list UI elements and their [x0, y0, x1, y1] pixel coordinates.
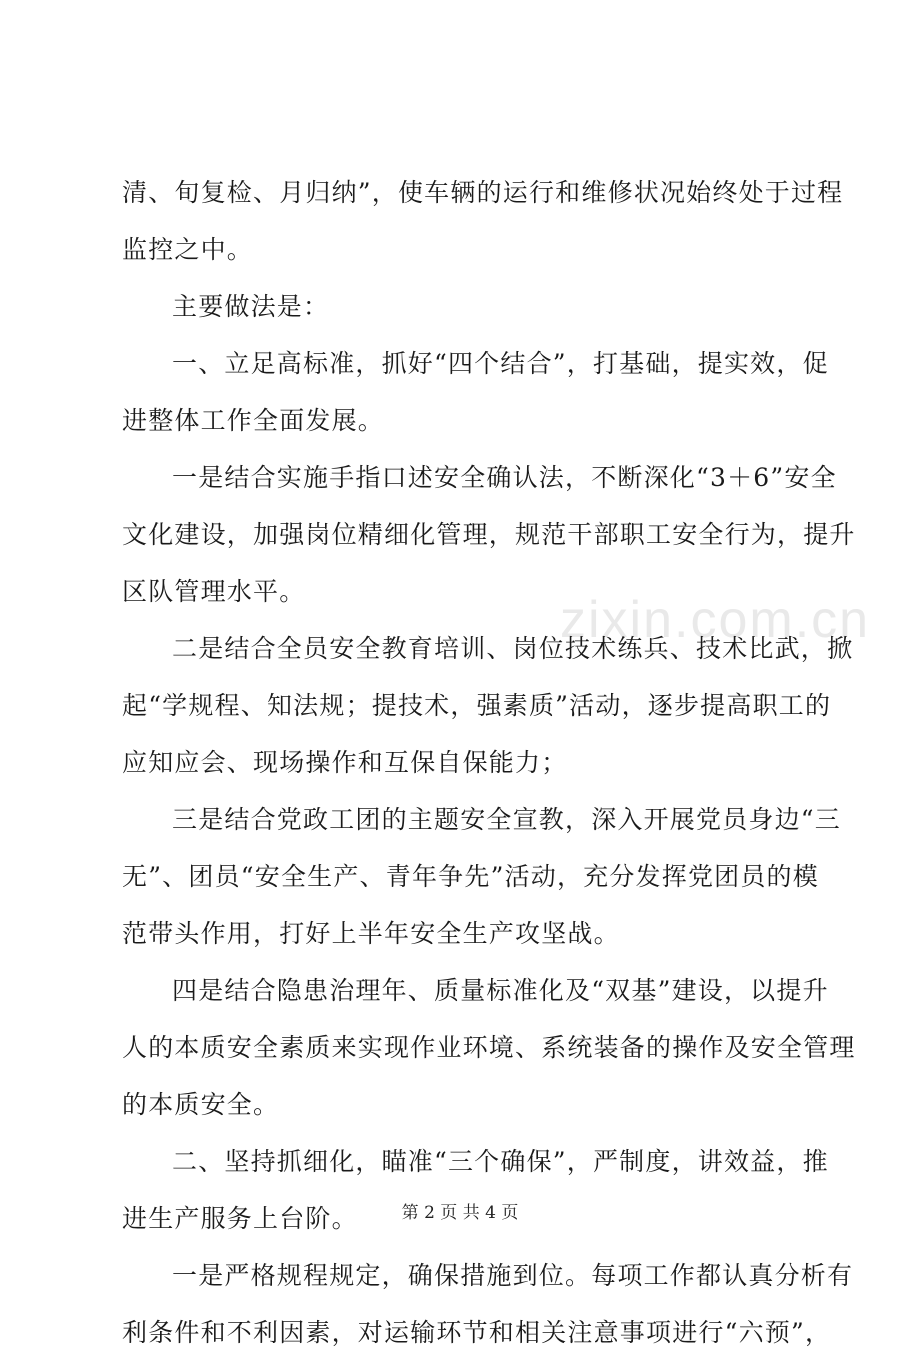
text-line: 的本质安全。	[122, 1090, 280, 1119]
text-line: 进整体工作全面发展。	[122, 406, 385, 435]
text-line: 无”、团员“安全生产、青年争先”活动，充分发挥党团员的模	[122, 862, 819, 891]
text-line: 范带头作用，打好上半年安全生产攻坚战。	[122, 919, 620, 948]
watermark: zixin.com.cn	[560, 591, 871, 649]
text-line: 文化建设，加强岗位精细化管理，规范干部职工安全行为，提升	[122, 520, 856, 549]
text-line: 二、坚持抓细化，瞄准“三个确保”，严制度，讲效益，推	[172, 1147, 829, 1176]
text-line: 进生产服务上台阶。	[122, 1204, 358, 1233]
text-line: 二是结合全员安全教育培训、岗位技术练兵、技术比武，掀	[172, 634, 854, 663]
text-line: 一是结合实施手指口述安全确认法，不断深化“3＋6”安全	[172, 463, 837, 492]
text-line: 应知应会、现场操作和互保自保能力；	[122, 748, 568, 777]
page-footer: 第 2 页 共 4 页	[401, 1203, 519, 1223]
text-line: 人的本质安全素质来实现作业环境、系统装备的操作及安全管理	[122, 1033, 856, 1062]
text-line: 监控之中。	[122, 235, 254, 264]
text-line: 四是结合隐患治理年、质量标准化及“双基”建设，以提升	[172, 976, 829, 1005]
text-line: 起“学规程、知法规；提技术，强素质”活动，逐步提高职工的	[122, 691, 832, 720]
text-line: 主要做法是：	[172, 292, 330, 321]
text-line: 清、旬复检、月归纳”，使车辆的运行和维修状况始终处于过程	[122, 178, 844, 207]
text-line: 三是结合党政工团的主题安全宣教，深入开展党员身边“三	[172, 805, 841, 834]
text-line: 区队管理水平。	[122, 577, 306, 606]
text-line: 一是严格规程规定，确保措施到位。每项工作都认真分析有	[172, 1261, 854, 1290]
text-line: 利条件和不利因素，对运输环节和相关注意事项进行“六预”，	[122, 1318, 832, 1347]
text-line: 一、立足高标准，抓好“四个结合”，打基础，提实效，促	[172, 349, 829, 378]
body-text	[122, 164, 856, 1361]
